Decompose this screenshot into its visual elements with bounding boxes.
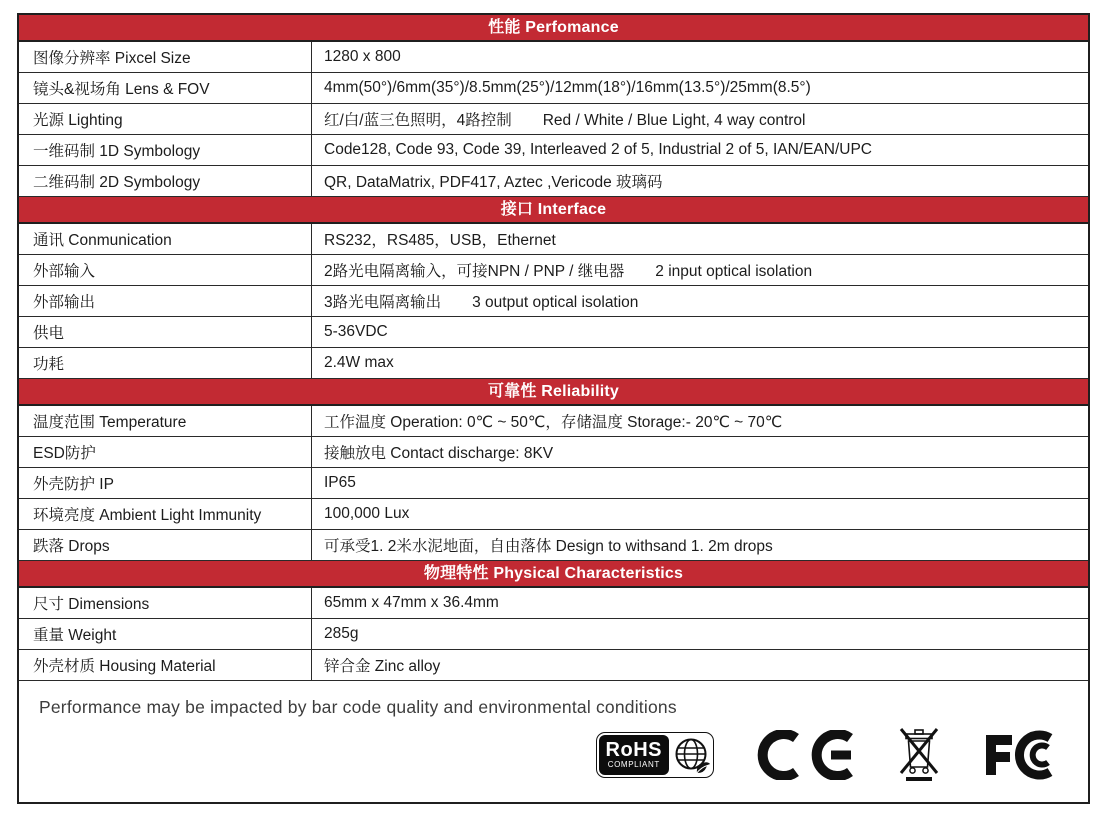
spec-label: 通讯 Conmunication: [19, 224, 312, 254]
table-row: [19, 42, 1088, 73]
spec-label: 图像分辨率 Pixcel Size: [19, 42, 312, 72]
globe-leaf-icon: [671, 735, 711, 775]
spec-value: 锌合金 Zinc alloy: [324, 658, 441, 675]
spec-value: 65mm x 47mm x 36.4mm: [324, 594, 499, 611]
spec-label: 外部输入: [19, 255, 312, 285]
spec-label: 温度范围 Temperature: [19, 406, 312, 436]
spec-value: 285g: [324, 625, 359, 642]
table-row: [19, 499, 1088, 530]
spec-value: QR, DataMatrix, PDF417, Aztec ,Vericode 玻璃码: [324, 174, 663, 191]
table-row: [19, 619, 1088, 650]
section-header-reliability: 可靠性 Reliability: [19, 379, 1088, 406]
spec-value: 2路光电隔离输入，可接NPN / PNP / 继电器 2 input optical isolation: [324, 263, 813, 280]
rohs-compliant-logo: [596, 732, 714, 778]
spec-label: 重量 Weight: [19, 619, 312, 649]
table-row: [19, 406, 1088, 437]
spec-value: 5-36VDC: [324, 323, 388, 340]
table-row: [19, 166, 1088, 197]
ce-mark-icon: [754, 730, 858, 780]
spec-value: IP65: [324, 474, 356, 491]
spec-value: 1280 x 800: [324, 48, 401, 65]
spec-value: 100,000 Lux: [324, 505, 410, 522]
spec-value: 接触放电 Contact discharge: 8KV: [324, 445, 554, 462]
spec-sheet: [17, 13, 1090, 804]
spec-label: 镜头&视场角 Lens & FOV: [19, 73, 312, 103]
fcc-mark-icon: [980, 730, 1060, 780]
spec-value: 工作温度 Operation: 0℃ ~ 50℃，存储温度 Storage:- 20℃ ~ 70℃: [324, 414, 783, 431]
spec-label: 环境亮度 Ambient Light Immunity: [19, 499, 312, 529]
spec-value: 2.4W max: [324, 354, 394, 371]
table-row: [19, 437, 1088, 468]
spec-label: 尺寸 Dimensions: [19, 588, 312, 618]
table-row: [19, 255, 1088, 286]
section-header-performance: 性能 Perfomance: [19, 15, 1088, 42]
spec-label: 供电: [19, 317, 312, 347]
table-row: [19, 73, 1088, 104]
section-header-physical: 物理特性 Physical Characteristics: [19, 561, 1088, 588]
spec-label: 外部输出: [19, 286, 312, 316]
rohs-title: RoHS: [605, 739, 662, 761]
spec-value: 红/白/蓝三色照明，4路控制 Red / White / Blue Light, 4 way control: [324, 112, 806, 129]
table-row: [19, 650, 1088, 681]
spec-label: ESD防护: [19, 437, 312, 467]
table-row: [19, 286, 1088, 317]
spec-label: 二维码制 2D Symbology: [19, 166, 312, 196]
spec-value: 3路光电隔离输出 3 output optical isolation: [324, 294, 639, 311]
disclaimer-note: Performance may be impacted by bar code quality and environmental conditions: [39, 697, 677, 717]
spec-label: 外壳防护 IP: [19, 468, 312, 498]
spec-value: 4mm(50°)/6mm(35°)/8.5mm(25°)/12mm(18°)/16mm(13.5°)/25mm(8.5°): [324, 79, 811, 96]
table-row: [19, 317, 1088, 348]
spec-value: Code128, Code 93, Code 39, Interleaved 2 of 5, Industrial 2 of 5, IAN/EAN/UPC: [324, 141, 872, 158]
spec-label: 功耗: [19, 348, 312, 378]
spec-value: 可承受1. 2米水泥地面，自由落体 Design to withsand 1. 2m drops: [324, 538, 773, 555]
rohs-label-box: [599, 735, 669, 775]
certification-logos: [596, 728, 1060, 782]
spec-label: 光源 Lighting: [19, 104, 312, 134]
spec-label: 外壳材质 Housing Material: [19, 650, 312, 680]
table-row: [19, 104, 1088, 135]
rohs-subtitle: COMPLIANT: [607, 760, 660, 769]
spec-value: RS232，RS485，USB，Ethernet: [324, 232, 556, 249]
table-row: [19, 588, 1088, 619]
spec-label: 跌落 Drops: [19, 530, 312, 560]
table-row: [19, 348, 1088, 379]
footer-area: [19, 681, 1088, 802]
section-header-interface: 接口 Interface: [19, 197, 1088, 224]
spec-label: 一维码制 1D Symbology: [19, 135, 312, 165]
table-row: [19, 224, 1088, 255]
table-row: [19, 530, 1088, 561]
table-row: [19, 135, 1088, 166]
table-row: [19, 468, 1088, 499]
weee-crossed-bin-icon: [898, 728, 940, 782]
